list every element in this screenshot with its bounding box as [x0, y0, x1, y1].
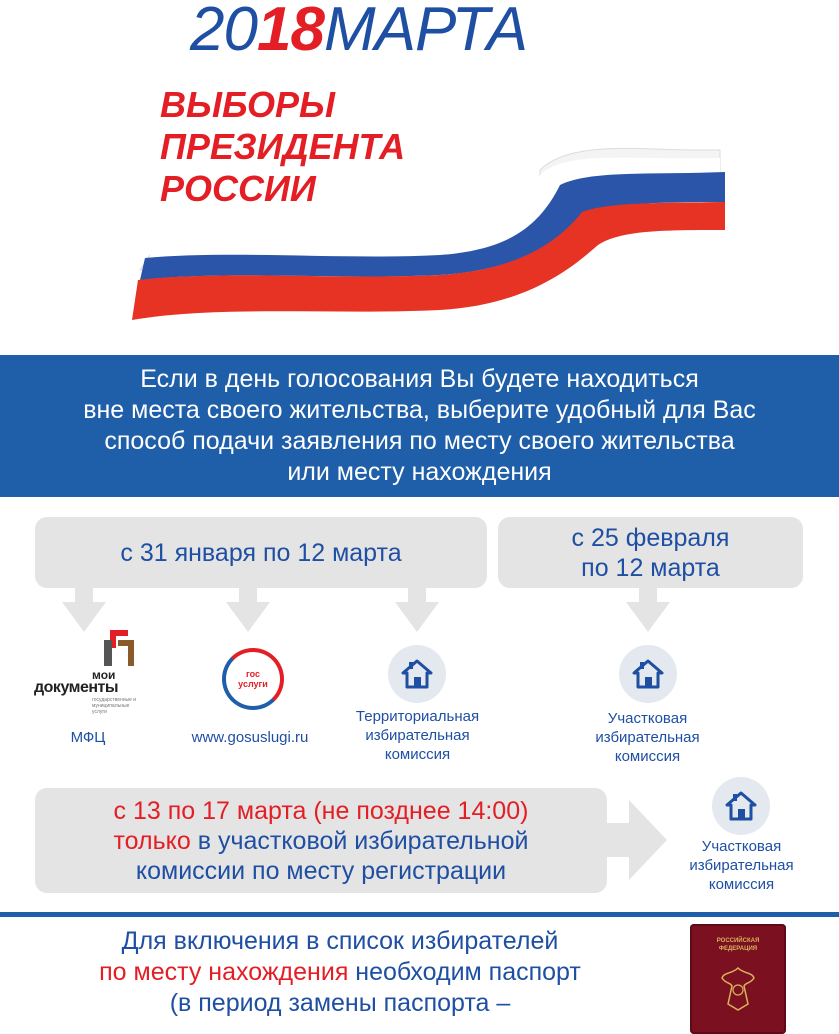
coat-of-arms-icon — [718, 964, 758, 1014]
gosuslugi-logo-text-2: услуги — [238, 679, 268, 689]
period-2-line-1: с 25 февраля — [571, 523, 730, 552]
precinct-2-line-2: избирательная — [689, 857, 794, 874]
arrow-down-territorial — [395, 588, 439, 632]
gosuslugi-logo — [222, 648, 284, 710]
period-box-february-march — [498, 517, 803, 588]
house-icon — [619, 645, 677, 703]
passport-requirement-text — [20, 926, 660, 1019]
date-month: МАРТА — [323, 0, 527, 64]
bottom-line-1: Для включения в список избирателей — [121, 927, 559, 955]
info-line-1: Если в день голосования Вы будете находиться — [140, 365, 699, 393]
house-icon — [712, 777, 770, 835]
period-3-line-2-rest: в участковой избирательной — [190, 826, 529, 855]
territorial-line-3: комиссия — [384, 746, 451, 763]
territorial-line-2: избирательная — [365, 727, 470, 744]
mfc-logo-text-1: мои — [92, 668, 116, 682]
passport-image — [690, 924, 786, 1034]
period-3-line-1: с 13 по 17 марта (не позднее 14:00) — [113, 796, 529, 825]
passport-text-2: ФЕДЕРАЦИЯ — [718, 946, 758, 952]
bottom-line-3: (в период замены паспорта – — [169, 989, 511, 1017]
arrow-down-mfc — [62, 588, 106, 632]
precinct-commission-label — [570, 709, 725, 766]
info-line-3: способ подачи заявления по месту своего жительства — [104, 427, 735, 455]
bottom-line-2-rest: необходим паспорт — [348, 958, 581, 986]
election-date — [190, 0, 527, 65]
date-year-end: 18 — [256, 0, 324, 64]
gosuslugi-link[interactable]: www.gosuslugi.ru — [191, 729, 309, 746]
precinct-1-line-3: комиссия — [614, 748, 681, 765]
info-band — [0, 355, 839, 497]
arrow-down-gosuslugi — [226, 588, 270, 632]
mfc-label: МФЦ — [70, 729, 106, 746]
flag-ribbon — [120, 130, 740, 345]
precinct-1-line-1: Участковая — [607, 710, 688, 727]
title-line-2: ПРЕЗИДЕНТА — [160, 126, 406, 167]
info-line-2: вне места своего жительства, выберите удобный для Вас — [83, 396, 756, 424]
precinct-2-line-1: Участковая — [701, 838, 782, 855]
period-3-line-3: комиссии по месту регистрации — [135, 856, 507, 885]
arrow-right — [607, 800, 667, 880]
arrow-down-precinct — [626, 588, 670, 632]
period-box-march-13-17 — [35, 788, 607, 893]
gosuslugi-logo-text-1: гос — [245, 669, 260, 679]
house-icon — [388, 645, 446, 703]
precinct-2-line-3: комиссия — [708, 876, 775, 893]
mfc-logo-text-3: государственные и муниципальные услуги — [92, 697, 137, 715]
section-divider — [0, 912, 839, 917]
territorial-commission-label — [335, 707, 500, 764]
bottom-line-2-highlight: по месту нахождения — [99, 958, 349, 986]
date-year-start: 20 — [190, 0, 257, 64]
period-box-january-march — [35, 517, 487, 588]
title-line-1: ВЫБОРЫ — [160, 84, 336, 125]
precinct-commission-label-2 — [664, 837, 819, 894]
period-3-only: только — [113, 826, 191, 855]
mfc-logo-text-2: документы — [34, 679, 119, 696]
info-line-4: или месту нахождения — [287, 458, 552, 486]
passport-text-1: РОССИЙСКАЯ — [716, 938, 760, 944]
period-1-label: с 31 января по 12 марта — [120, 538, 402, 567]
precinct-1-line-2: избирательная — [595, 729, 700, 746]
title-line-3: РОССИИ — [160, 168, 316, 209]
bottom-line-2 — [20, 957, 660, 988]
mfc-logo — [30, 628, 140, 715]
period-3-line-2 — [114, 826, 529, 856]
territorial-line-1: Территориальная — [355, 708, 480, 725]
period-2-line-2: по 12 марта — [581, 553, 720, 582]
